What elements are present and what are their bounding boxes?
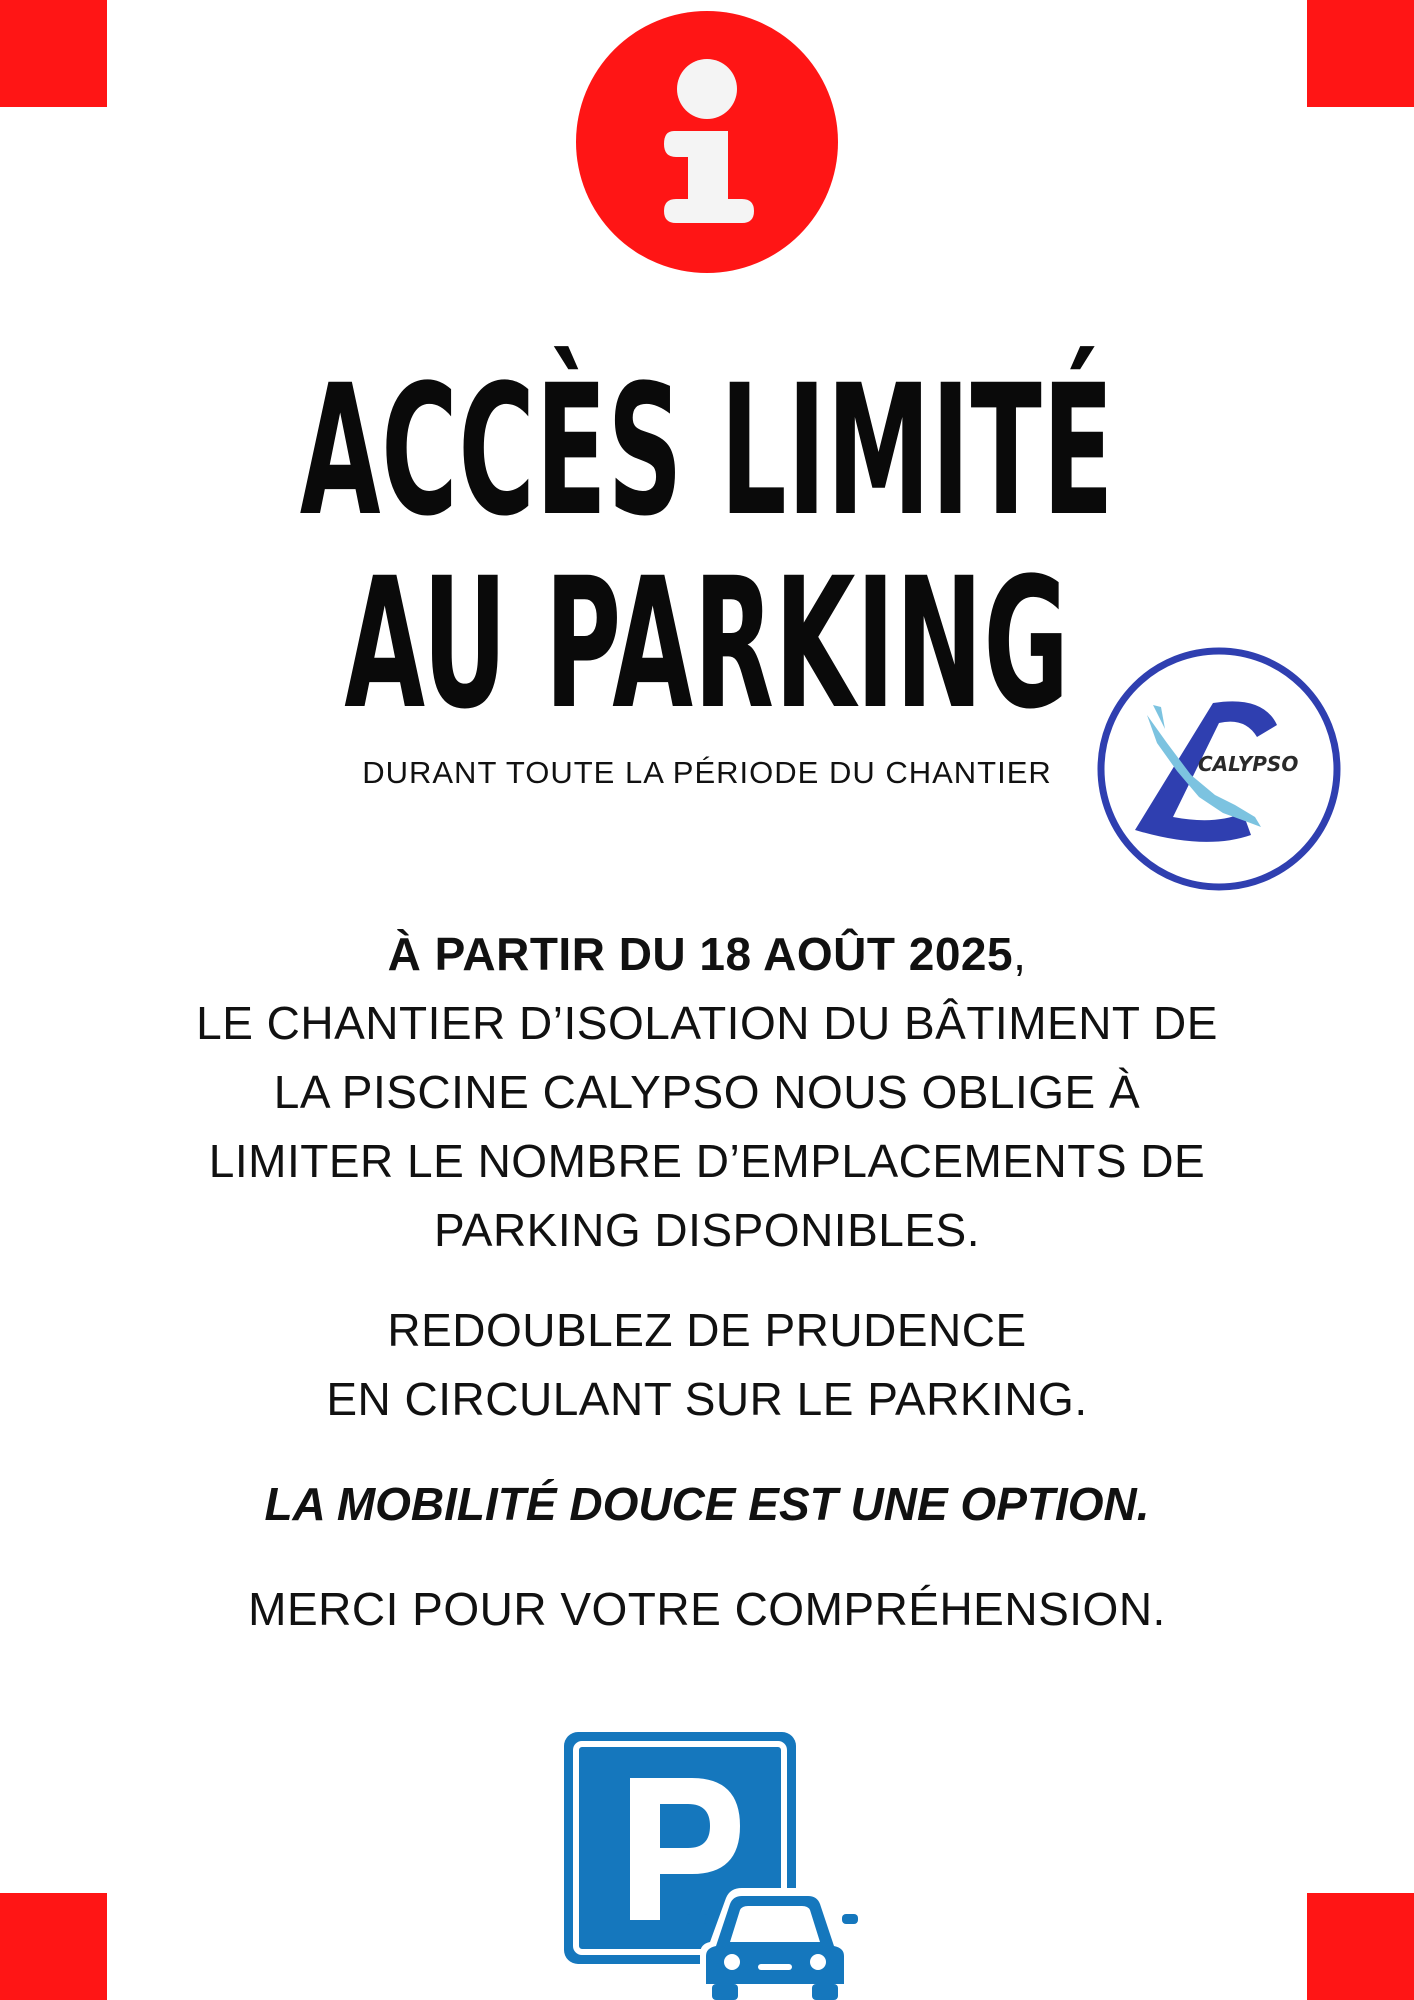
headline-line-2: AU PARKING [344,540,1070,749]
notice-line: LE CHANTIER D’ISOLATION DU BÂTIMENT DE [196,997,1218,1049]
logo-text: CALYPSO [1198,752,1299,776]
thanks-statement: MERCI POUR VOTRE COMPRÉHENSION. [248,1583,1166,1635]
notice-line: LIMITER LE NOMBRE D’EMPLACEMENTS DE [208,1135,1206,1187]
caution-paragraph [100,1296,1314,1434]
corner-decoration-bottom-left [0,1893,107,2000]
headline-line-1: ACCÈS LIMITÉ [299,347,1115,556]
caution-line: REDOUBLEZ DE PRUDENCE [387,1304,1027,1356]
parking-car-icon [560,1728,860,2000]
mobility-statement: LA MOBILITÉ DOUCE EST UNE OPTION. [264,1478,1150,1530]
corner-decoration-top-left [0,0,107,107]
caution-line: EN CIRCULANT SUR LE PARKING. [326,1373,1088,1425]
notice-date-line [100,920,1314,989]
corner-decoration-bottom-right [1307,1893,1414,2000]
notice-paragraph [100,920,1314,1265]
notice-line: LA PISCINE CALYPSO NOUS OBLIGE À [273,1066,1141,1118]
notice-line: PARKING DISPONIBLES. [434,1204,980,1256]
notice-date-comma: , [1013,928,1027,980]
info-icon [576,11,838,273]
subtitle: DURANT TOUTE LA PÉRIODE DU CHANTIER [362,755,1052,790]
notice-date: À PARTIR DU 18 AOÛT 2025 [387,928,1014,980]
calypso-logo [1095,645,1343,893]
corner-decoration-top-right [1307,0,1414,107]
